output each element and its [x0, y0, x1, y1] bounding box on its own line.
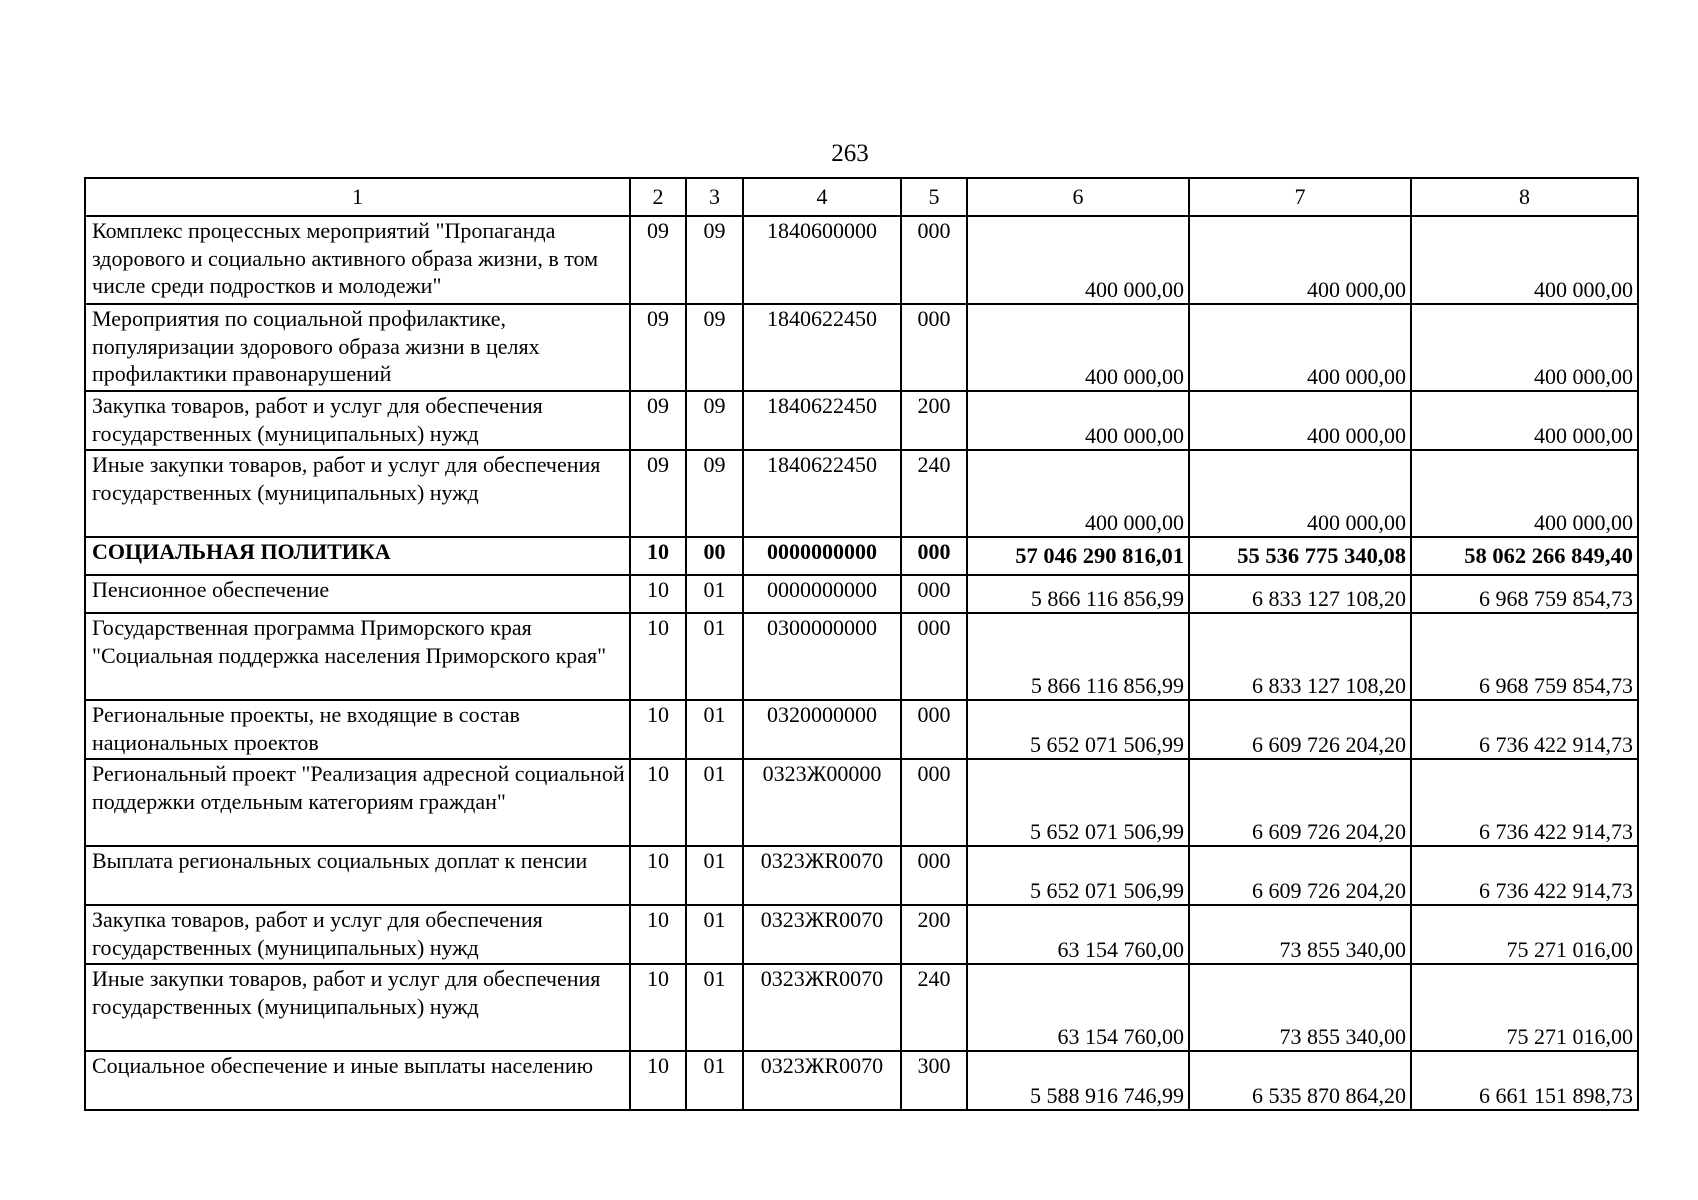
amount-col6: 5 652 071 506,99: [967, 700, 1189, 759]
section-code: 10: [630, 905, 686, 964]
amount-col7: 400 000,00: [1189, 216, 1411, 304]
table-row: [85, 846, 1638, 905]
amount-col8: 6 968 759 854,73: [1411, 613, 1638, 700]
amount-col7: 55 536 775 340,08: [1189, 537, 1411, 575]
amount-col7: 73 855 340,00: [1189, 905, 1411, 964]
expense-type-code: 000: [901, 759, 967, 846]
table-row: [85, 759, 1638, 846]
subsection-code: 01: [686, 759, 743, 846]
subsection-code: 01: [686, 613, 743, 700]
expense-type-code: 000: [901, 537, 967, 575]
header-cell: 6: [967, 178, 1189, 216]
section-code: 10: [630, 613, 686, 700]
section-code: 10: [630, 1051, 686, 1110]
table-row: [85, 391, 1638, 450]
amount-col7: 400 000,00: [1189, 391, 1411, 450]
amount-col6: 5 588 916 746,99: [967, 1051, 1189, 1110]
target-article-code: 0323ЖR0070: [743, 964, 901, 1051]
table-row: [85, 613, 1638, 700]
amount-col8: 75 271 016,00: [1411, 964, 1638, 1051]
header-cell: 3: [686, 178, 743, 216]
section-code: 10: [630, 575, 686, 613]
amount-col8: 6 736 422 914,73: [1411, 759, 1638, 846]
amount-col6: 400 000,00: [967, 304, 1189, 391]
target-article-code: 0323ЖR0070: [743, 1051, 901, 1110]
amount-col6: 63 154 760,00: [967, 905, 1189, 964]
amount-col7: 6 609 726 204,20: [1189, 759, 1411, 846]
amount-col6: 57 046 290 816,01: [967, 537, 1189, 575]
expense-type-code: 300: [901, 1051, 967, 1110]
subsection-code: 01: [686, 700, 743, 759]
row-name: СОЦИАЛЬНАЯ ПОЛИТИКА: [85, 537, 630, 575]
table-row: [85, 450, 1638, 537]
subsection-code: 09: [686, 450, 743, 537]
subsection-code: 09: [686, 391, 743, 450]
expense-type-code: 000: [901, 846, 967, 905]
row-name: Иные закупки товаров, работ и услуг для обеспечения государственных (муниципальных) нужд: [85, 964, 630, 1051]
subsection-code: 09: [686, 304, 743, 391]
row-name: Иные закупки товаров, работ и услуг для обеспечения государственных (муниципальных) нужд: [85, 450, 630, 537]
header-cell: 8: [1411, 178, 1638, 216]
row-name: Социальное обеспечение и иные выплаты населению: [85, 1051, 630, 1110]
row-name: Региональные проекты, не входящие в состав национальных проектов: [85, 700, 630, 759]
amount-col6: 400 000,00: [967, 216, 1189, 304]
target-article-code: 1840622450: [743, 304, 901, 391]
table-row: [85, 964, 1638, 1051]
row-name: Комплекс процессных мероприятий "Пропаганда здорового и социально активного образа жизни, в том числе среди подростков и молодежи": [85, 216, 630, 304]
target-article-code: 0000000000: [743, 537, 901, 575]
subsection-code: 01: [686, 964, 743, 1051]
amount-col7: 6 609 726 204,20: [1189, 700, 1411, 759]
expense-type-code: 000: [901, 216, 967, 304]
expense-type-code: 000: [901, 575, 967, 613]
expense-type-code: 000: [901, 700, 967, 759]
row-name: Закупка товаров, работ и услуг для обеспечения государственных (муниципальных) нужд: [85, 905, 630, 964]
amount-col7: 73 855 340,00: [1189, 964, 1411, 1051]
amount-col8: 58 062 266 849,40: [1411, 537, 1638, 575]
target-article-code: 1840600000: [743, 216, 901, 304]
section-code: 09: [630, 391, 686, 450]
row-name: Региональный проект "Реализация адресной социальной поддержки отдельным категориям граждан": [85, 759, 630, 846]
section-code: 10: [630, 846, 686, 905]
table-row: [85, 905, 1638, 964]
row-name: Выплата региональных социальных доплат к пенсии: [85, 846, 630, 905]
target-article-code: 0300000000: [743, 613, 901, 700]
amount-col8: 6 736 422 914,73: [1411, 846, 1638, 905]
amount-col6: 5 866 116 856,99: [967, 613, 1189, 700]
expense-type-code: 000: [901, 304, 967, 391]
expense-type-code: 200: [901, 391, 967, 450]
subsection-code: 00: [686, 537, 743, 575]
amount-col8: 400 000,00: [1411, 304, 1638, 391]
section-code: 10: [630, 700, 686, 759]
budget-table: [84, 177, 1639, 1111]
header-cell: 1: [85, 178, 630, 216]
section-code: 10: [630, 537, 686, 575]
target-article-code: 0323ЖR0070: [743, 846, 901, 905]
amount-col7: 6 833 127 108,20: [1189, 613, 1411, 700]
table-row-section-total: [85, 537, 1638, 575]
amount-col7: 6 535 870 864,20: [1189, 1051, 1411, 1110]
amount-col6: 5 652 071 506,99: [967, 846, 1189, 905]
amount-col7: 6 833 127 108,20: [1189, 575, 1411, 613]
amount-col8: 6 661 151 898,73: [1411, 1051, 1638, 1110]
section-code: 09: [630, 304, 686, 391]
page-number: 263: [831, 140, 869, 167]
subsection-code: 01: [686, 1051, 743, 1110]
amount-col7: 6 609 726 204,20: [1189, 846, 1411, 905]
amount-col7: 400 000,00: [1189, 450, 1411, 537]
target-article-code: 1840622450: [743, 450, 901, 537]
row-name: Закупка товаров, работ и услуг для обеспечения государственных (муниципальных) нужд: [85, 391, 630, 450]
row-name: Государственная программа Приморского края "Социальная поддержка населения Приморского края": [85, 613, 630, 700]
target-article-code: 1840622450: [743, 391, 901, 450]
amount-col8: 400 000,00: [1411, 391, 1638, 450]
table-row: [85, 575, 1638, 613]
header-cell: 7: [1189, 178, 1411, 216]
expense-type-code: 000: [901, 613, 967, 700]
header-cell: 2: [630, 178, 686, 216]
row-name: Пенсионное обеспечение: [85, 575, 630, 613]
table-row: [85, 216, 1638, 304]
header-cell: 5: [901, 178, 967, 216]
amount-col8: 6 968 759 854,73: [1411, 575, 1638, 613]
amount-col6: 5 652 071 506,99: [967, 759, 1189, 846]
table-row: [85, 1051, 1638, 1110]
amount-col7: 400 000,00: [1189, 304, 1411, 391]
amount-col6: 400 000,00: [967, 391, 1189, 450]
header-row: [85, 178, 1638, 216]
subsection-code: 01: [686, 575, 743, 613]
target-article-code: 0323Ж00000: [743, 759, 901, 846]
target-article-code: 0320000000: [743, 700, 901, 759]
expense-type-code: 200: [901, 905, 967, 964]
section-code: 10: [630, 759, 686, 846]
amount-col6: 400 000,00: [967, 450, 1189, 537]
expense-type-code: 240: [901, 964, 967, 1051]
amount-col8: 400 000,00: [1411, 450, 1638, 537]
section-code: 10: [630, 964, 686, 1051]
subsection-code: 01: [686, 846, 743, 905]
target-article-code: 0323ЖR0070: [743, 905, 901, 964]
amount-col6: 5 866 116 856,99: [967, 575, 1189, 613]
amount-col6: 63 154 760,00: [967, 964, 1189, 1051]
amount-col8: 75 271 016,00: [1411, 905, 1638, 964]
section-code: 09: [630, 450, 686, 537]
amount-col8: 400 000,00: [1411, 216, 1638, 304]
subsection-code: 01: [686, 905, 743, 964]
header-cell: 4: [743, 178, 901, 216]
target-article-code: 0000000000: [743, 575, 901, 613]
table-row: [85, 700, 1638, 759]
section-code: 09: [630, 216, 686, 304]
table-row: [85, 304, 1638, 391]
amount-col8: 6 736 422 914,73: [1411, 700, 1638, 759]
expense-type-code: 240: [901, 450, 967, 537]
subsection-code: 09: [686, 216, 743, 304]
row-name: Мероприятия по социальной профилактике, популяризации здорового образа жизни в целях профилактики правонарушений: [85, 304, 630, 391]
